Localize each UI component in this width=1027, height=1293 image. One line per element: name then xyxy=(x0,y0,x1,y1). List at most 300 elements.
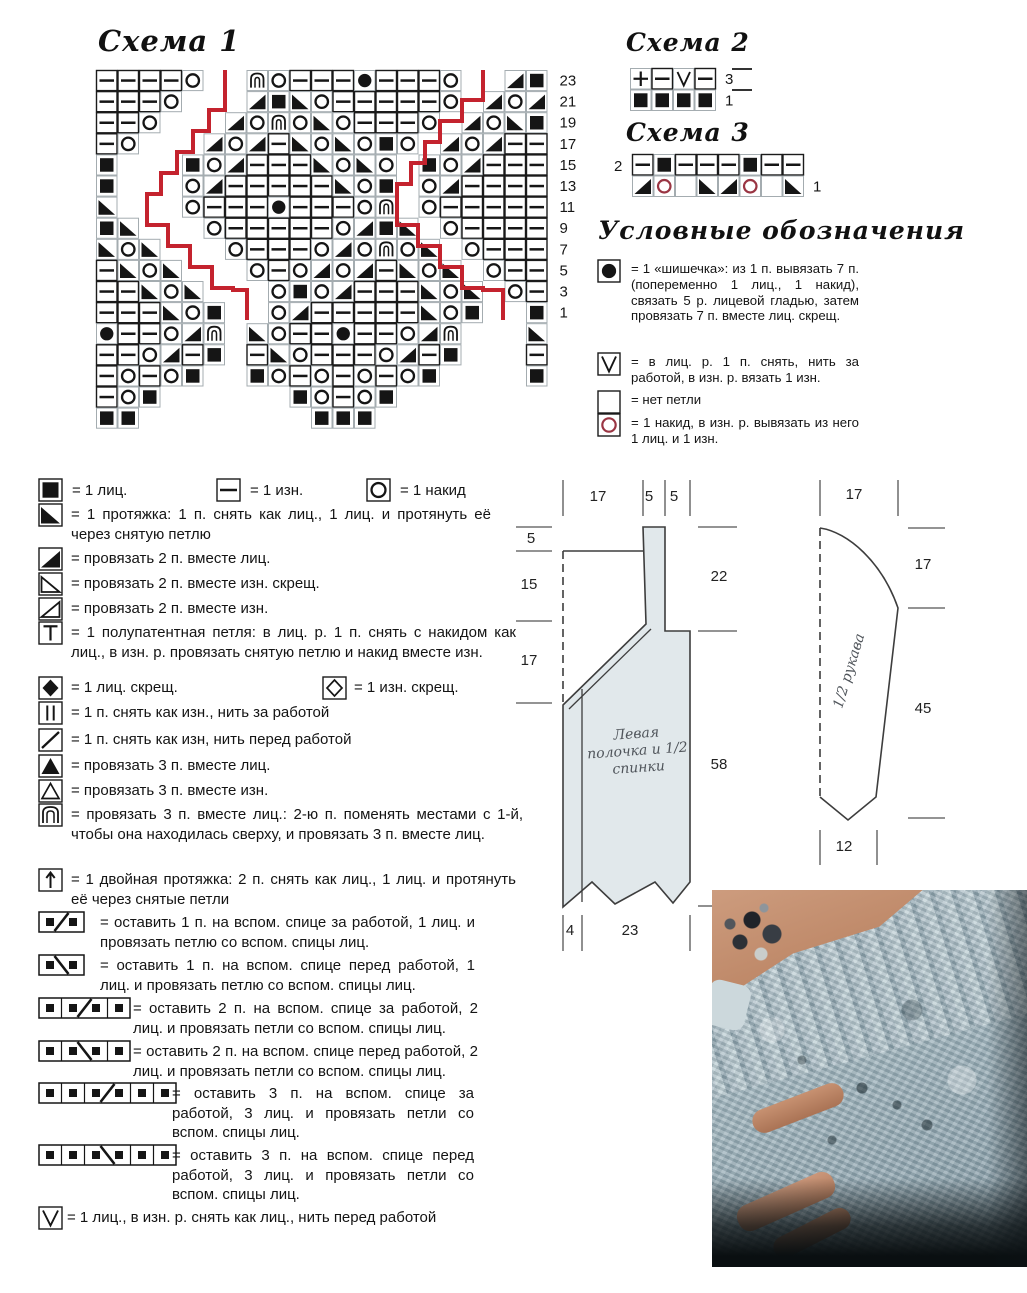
chart-cell xyxy=(398,134,419,154)
chart-cell xyxy=(161,92,182,112)
chart-cell xyxy=(376,282,397,302)
chart-cell xyxy=(527,71,548,91)
row-number: 3 xyxy=(559,283,568,301)
chart-cell xyxy=(312,408,333,428)
chart-cell xyxy=(118,387,139,407)
chart-cell xyxy=(376,260,397,280)
chart-cell xyxy=(527,239,548,259)
measure-22-right: 22 xyxy=(710,568,728,585)
chart-cell xyxy=(118,366,139,386)
chart-cell xyxy=(333,324,354,344)
chart-cell xyxy=(183,71,204,91)
chart-cell xyxy=(247,324,268,344)
legend-item xyxy=(38,1144,474,1203)
chart-cell xyxy=(355,366,376,386)
legend-item xyxy=(38,503,491,543)
chart-cell xyxy=(118,408,139,428)
chart-cell xyxy=(333,303,354,323)
chart-cell xyxy=(505,239,526,259)
chart-cell xyxy=(355,197,376,217)
symbol-k-icon xyxy=(38,478,63,503)
chart-cell xyxy=(505,197,526,217)
chart-cell xyxy=(204,324,225,344)
chart-cell xyxy=(161,260,182,280)
chart-cell xyxy=(269,366,290,386)
measure-23-bottom: 23 xyxy=(621,922,639,939)
chart-cell xyxy=(97,303,118,323)
scheme2-chart xyxy=(626,60,776,118)
chart-cell xyxy=(140,324,161,344)
chart-cell xyxy=(419,282,440,302)
legend-item xyxy=(38,803,523,843)
photo-shadow-right xyxy=(987,890,1027,1267)
chart-cell xyxy=(398,71,419,91)
legend-item-text: = 1 изн. скрещ. xyxy=(354,679,459,696)
chart-cell xyxy=(290,134,311,154)
chart-cell xyxy=(419,303,440,323)
legend-item-text: = 1 протяжка: 1 п. снять как лиц., 1 лиц. и протянуть её через снятую петлю xyxy=(71,506,491,543)
legend-title: Условные обозначения xyxy=(598,216,966,245)
row-number: 5 xyxy=(559,262,568,280)
chart-cell xyxy=(97,113,118,133)
chart-cell xyxy=(226,134,247,154)
measure-4-bottom: 4 xyxy=(565,922,575,939)
chart-cell xyxy=(204,155,225,175)
chart-row xyxy=(97,408,376,428)
chart-cell xyxy=(527,134,548,154)
chart-cell xyxy=(398,345,419,365)
chart-cell xyxy=(462,197,483,217)
chart-cell xyxy=(312,260,333,280)
chart-cell xyxy=(312,71,333,91)
symbol-b-icon xyxy=(597,259,621,283)
chart-cell xyxy=(97,197,118,217)
chart-cell xyxy=(527,218,548,238)
chart-cell xyxy=(312,197,333,217)
chart-cell xyxy=(355,71,376,91)
chart-cell xyxy=(376,345,397,365)
legend-item-text: = провязать 3 п. вместе лиц. xyxy=(71,757,271,774)
legend-item xyxy=(38,868,516,908)
chart-cell xyxy=(505,282,526,302)
symbol-o2-icon xyxy=(38,597,63,622)
chart-cell xyxy=(290,387,311,407)
legend-item xyxy=(38,1082,474,1141)
chart-cell xyxy=(269,176,290,196)
row-number: 11 xyxy=(559,199,576,217)
chart-cell xyxy=(312,218,333,238)
chart-cell xyxy=(441,324,462,344)
measure-45-sleeve-right: 45 xyxy=(914,700,932,717)
legend-item-text: = 1 «шишечка»: из 1 п. вывязать 7 п. (попеременно 1 лиц., 1 накид), связать 5 р. лицевой гладью, затем провязать 7 п. вместе лиц. скрещ. xyxy=(631,261,859,324)
chart-cell xyxy=(269,155,290,175)
chart-cell xyxy=(355,387,376,407)
chart-cell xyxy=(269,282,290,302)
legend-item-text: = провязать 2 п. вместе лиц. xyxy=(71,550,271,567)
legend-item-text: = оставить 1 п. на вспом. спице перед работой, 1 лиц. и провязать петлю со вспом. спицы лиц. xyxy=(100,957,475,994)
chart-cell xyxy=(97,239,118,259)
chart-cell xyxy=(527,155,548,175)
chart-cell xyxy=(118,218,139,238)
chart-row xyxy=(631,69,734,90)
legend-item-text: = провязать 3 п. вместе изн. xyxy=(71,782,269,799)
legend-item-text: = в лиц. р. 1 п. снять, нить за работой, в изн. р. вязать 1 изн. xyxy=(631,354,859,385)
chart-cell xyxy=(355,408,376,428)
legend-item-text: = 1 лиц., в изн. р. снять как лиц., нить перед работой xyxy=(67,1209,437,1226)
chart-cell xyxy=(269,239,290,259)
chart-cell xyxy=(398,282,419,302)
chart-cell xyxy=(333,345,354,365)
symbol-t3o-icon xyxy=(38,779,63,804)
row-number: 2 xyxy=(614,158,623,175)
chart-cell xyxy=(376,239,397,259)
legend-item-text: = провязать 2 п. вместе изн. скрещ. xyxy=(71,575,320,592)
symbol-o-icon xyxy=(366,478,391,503)
chart-cell xyxy=(247,239,268,259)
chart-cell xyxy=(118,260,139,280)
legend-item-text: = оставить 3 п. на вспом. спице перед работой, 3 лиц. и провязать петли со вспом. спицы лиц. xyxy=(172,1147,474,1203)
chart-cell xyxy=(161,345,182,365)
legend-item-text: = 1 лиц. скрещ. xyxy=(71,679,178,696)
chart-cell xyxy=(527,282,548,302)
legend-item xyxy=(38,701,330,731)
chart-cell xyxy=(419,92,440,112)
chart-cell xyxy=(312,282,333,302)
chart-cell xyxy=(355,324,376,344)
chart-cell xyxy=(376,134,397,154)
measure-12-sleeve-bottom: 12 xyxy=(835,838,853,855)
chart-cell xyxy=(419,239,440,259)
symbol-s-icon xyxy=(38,503,63,528)
row-number: 13 xyxy=(559,178,577,195)
chart-cell xyxy=(376,387,397,407)
chart-cell xyxy=(247,71,268,91)
chart-cell xyxy=(312,324,333,344)
chart-cell xyxy=(312,92,333,112)
chart-cell xyxy=(527,324,548,344)
chart-cell xyxy=(118,345,139,365)
chart-cell xyxy=(247,155,268,175)
chart-cell xyxy=(462,303,483,323)
chart-cell xyxy=(527,176,548,196)
legend-item xyxy=(38,997,478,1037)
measure-5-top1: 5 xyxy=(644,488,654,505)
chart-cell xyxy=(376,324,397,344)
chart-cell xyxy=(97,345,118,365)
chart-cell xyxy=(419,71,440,91)
row-number: 17 xyxy=(559,135,577,153)
chart-cell xyxy=(247,197,268,217)
symbol-T-icon xyxy=(38,621,63,646)
chart-cell xyxy=(97,282,118,302)
chart-cell xyxy=(269,113,290,133)
chart-row xyxy=(633,176,804,197)
chart-cell xyxy=(355,92,376,112)
legend-item-text: = оставить 1 п. на вспом. спице за работой, 1 лиц. и провязать петлю со вспом. спицы лиц. xyxy=(100,914,475,951)
symbol-cable-1f-icon xyxy=(38,954,86,977)
legend-item-text: = провязать 2 п. вместе изн. xyxy=(71,600,269,617)
chart-cell xyxy=(441,218,462,238)
chart-cell xyxy=(484,197,505,217)
chart-cell xyxy=(355,134,376,154)
legend-item xyxy=(38,911,475,951)
chart-row xyxy=(97,303,568,323)
legend-item-text: = оставить 2 п. на вспом. спице перед работой, 2 лиц. и провязать петли со вспом. спицы лиц. xyxy=(133,1043,478,1080)
chart-cell xyxy=(204,134,225,154)
chart-cell xyxy=(419,345,440,365)
symbol-r-icon xyxy=(597,413,621,437)
legend-item-text: = 1 п. снять как изн, нить перед работой xyxy=(71,731,352,748)
chart-cell xyxy=(398,303,419,323)
chart-cell xyxy=(398,239,419,259)
chart-row xyxy=(97,324,548,344)
symbol-sd-icon xyxy=(38,728,63,753)
chart-cell xyxy=(226,239,247,259)
chart-cell xyxy=(333,155,354,175)
chart-cell xyxy=(161,282,182,302)
row-number: 21 xyxy=(559,93,577,111)
chart-cell xyxy=(97,366,118,386)
chart-cell xyxy=(376,92,397,112)
chart-cell xyxy=(333,239,354,259)
chart-cell xyxy=(312,387,333,407)
chart-cell xyxy=(269,303,290,323)
chart-cell xyxy=(527,345,548,365)
chart-cell xyxy=(441,345,462,365)
chart-cell xyxy=(333,176,354,196)
chart-cell xyxy=(247,113,268,133)
chart-cell xyxy=(376,113,397,133)
row-number: 23 xyxy=(559,72,577,90)
measure-15-left: 15 xyxy=(520,576,538,593)
legend-item xyxy=(597,259,859,324)
chart-cell xyxy=(204,303,225,323)
row-number: 1 xyxy=(725,92,734,110)
chart-cell xyxy=(118,113,139,133)
chart-cell xyxy=(376,71,397,91)
chart-cell xyxy=(269,134,290,154)
chart-cell xyxy=(484,92,505,112)
row-number: 3 xyxy=(725,71,734,88)
chart-cell xyxy=(118,92,139,112)
chart-cell xyxy=(247,345,268,365)
chart-cell xyxy=(419,113,440,133)
chart-cell xyxy=(140,239,161,259)
chart-cell xyxy=(269,218,290,238)
chart-cell xyxy=(290,92,311,112)
legend-item-text: = 1 накид xyxy=(400,482,466,499)
symbol-df-icon xyxy=(38,676,63,701)
scheme1-title: Схема 1 xyxy=(98,24,241,58)
chart-cell xyxy=(290,176,311,196)
knit-photo xyxy=(712,890,1027,1267)
chart-cell xyxy=(269,260,290,280)
legend-item xyxy=(216,478,304,508)
chart-cell xyxy=(97,324,118,344)
chart-cell xyxy=(290,239,311,259)
chart-cell xyxy=(333,113,354,133)
chart-cell xyxy=(140,387,161,407)
chart-cell xyxy=(269,71,290,91)
chart-cell xyxy=(505,176,526,196)
chart-cell xyxy=(505,218,526,238)
chart-cell xyxy=(312,134,333,154)
chart-cell xyxy=(333,71,354,91)
chart-cell xyxy=(290,197,311,217)
row-number: 1 xyxy=(813,178,822,196)
legend-item-text: = оставить 2 п. на вспом. спице за работой, 2 лиц. и провязать петли со вспом. спицы лиц. xyxy=(133,1000,478,1037)
chart-cell xyxy=(140,303,161,323)
chart-cell xyxy=(247,260,268,280)
chart-cell xyxy=(247,176,268,196)
symbol-cable-2f-icon xyxy=(38,1040,132,1063)
legend-item-text: = оставить 3 п. на вспом. спице за работой, 3 лиц. и провязать петли со вспом. спицы лиц. xyxy=(172,1085,474,1141)
measure-17-left: 17 xyxy=(520,652,538,669)
chart-cell xyxy=(97,134,118,154)
chart-cell xyxy=(505,113,526,133)
chart-cell xyxy=(462,176,483,196)
chart-cell xyxy=(118,324,139,344)
chart-cell xyxy=(355,176,376,196)
chart-cell xyxy=(355,345,376,365)
chart-row xyxy=(97,92,577,112)
legend-item xyxy=(366,478,466,508)
chart-cell xyxy=(118,134,139,154)
chart-cell xyxy=(290,345,311,365)
chart-cell xyxy=(527,113,548,133)
schematic-front-back-label: Левая полочка и 1/2 спинки xyxy=(586,724,689,778)
chart-cell xyxy=(140,366,161,386)
legend-item-text: = 1 п. снять как изн., нить за работой xyxy=(71,704,330,721)
chart-cell xyxy=(269,324,290,344)
schematic-sleeve-label: 1/2 рукава xyxy=(830,631,869,711)
chart-cell xyxy=(441,260,462,280)
chart-row xyxy=(97,197,576,217)
chart-cell xyxy=(441,303,462,323)
chart-cell xyxy=(376,197,397,217)
chart-cell xyxy=(118,71,139,91)
chart-cell xyxy=(183,282,204,302)
chart-cell xyxy=(441,197,462,217)
legend-item xyxy=(597,413,859,446)
row-number: 7 xyxy=(559,241,568,259)
symbol-t3-icon xyxy=(38,754,63,779)
chart-cell xyxy=(419,324,440,344)
chart-cell xyxy=(312,239,333,259)
chart-row xyxy=(97,260,568,280)
chart-cell xyxy=(355,260,376,280)
chart-cell xyxy=(355,218,376,238)
chart-cell xyxy=(290,155,311,175)
legend-item xyxy=(38,1206,437,1236)
chart-cell xyxy=(290,71,311,91)
legend-item xyxy=(597,352,859,385)
chart-cell xyxy=(161,71,182,91)
row-number: 1 xyxy=(559,304,568,322)
symbol-v-icon xyxy=(38,1206,63,1231)
chart-cell xyxy=(398,324,419,344)
chart-cell xyxy=(484,260,505,280)
chart-cell xyxy=(376,303,397,323)
chart-cell xyxy=(505,71,526,91)
chart-cell xyxy=(140,71,161,91)
chart-cell xyxy=(183,155,204,175)
chart-cell xyxy=(204,176,225,196)
chart-cell xyxy=(226,218,247,238)
chart-cell xyxy=(527,92,548,112)
legend-item-text: = нет петли xyxy=(631,392,702,407)
chart-cell xyxy=(140,282,161,302)
chart-cell xyxy=(333,218,354,238)
chart-cell xyxy=(118,239,139,259)
chart-cell xyxy=(97,176,118,196)
chart-cell xyxy=(462,155,483,175)
chart-cell xyxy=(398,366,419,386)
legend-item-text: = 1 лиц. xyxy=(72,482,128,499)
chart-cell xyxy=(333,92,354,112)
chart-cell xyxy=(183,197,204,217)
chart-row xyxy=(97,345,548,365)
symbol-do-icon xyxy=(322,676,347,701)
chart-cell xyxy=(290,366,311,386)
chart-cell xyxy=(290,303,311,323)
chart-cell xyxy=(398,260,419,280)
chart-cell xyxy=(333,282,354,302)
chart-cell xyxy=(462,113,483,133)
chart-cell xyxy=(118,282,139,302)
chart-cell xyxy=(312,345,333,365)
row-number: 15 xyxy=(559,156,577,174)
chart-cell xyxy=(398,113,419,133)
symbol-sb-icon xyxy=(38,701,63,726)
chart-cell xyxy=(204,218,225,238)
measure-58-right: 58 xyxy=(710,756,728,773)
chart-row xyxy=(97,113,577,133)
chart-cell xyxy=(505,155,526,175)
chart-cell xyxy=(247,366,268,386)
chart-cell xyxy=(183,366,204,386)
symbol-n-icon xyxy=(38,803,63,828)
chart-cell xyxy=(527,366,548,386)
chart-cell xyxy=(312,176,333,196)
chart-cell xyxy=(484,155,505,175)
chart-cell xyxy=(97,92,118,112)
symbol-v-icon xyxy=(597,352,621,376)
chart-cell xyxy=(484,239,505,259)
row-number: 19 xyxy=(559,114,577,132)
chart-cell xyxy=(269,92,290,112)
chart-cell xyxy=(312,303,333,323)
symbol-ar-icon xyxy=(38,868,63,893)
chart-cell xyxy=(269,345,290,365)
chart-cell xyxy=(226,155,247,175)
chart-cell xyxy=(484,218,505,238)
symbol-cable-1b-icon xyxy=(38,911,86,934)
chart-cell xyxy=(226,113,247,133)
measure-5-top2: 5 xyxy=(669,488,679,505)
chart-cell xyxy=(140,260,161,280)
chart-cell xyxy=(333,387,354,407)
chart-cell xyxy=(355,155,376,175)
chart-cell xyxy=(204,197,225,217)
chart-cell xyxy=(204,345,225,365)
chart-cell xyxy=(419,260,440,280)
chart-cell xyxy=(355,113,376,133)
chart-cell xyxy=(333,134,354,154)
chart-cell xyxy=(247,134,268,154)
scheme3-title: Схема 3 xyxy=(626,118,750,147)
chart-cell xyxy=(355,303,376,323)
